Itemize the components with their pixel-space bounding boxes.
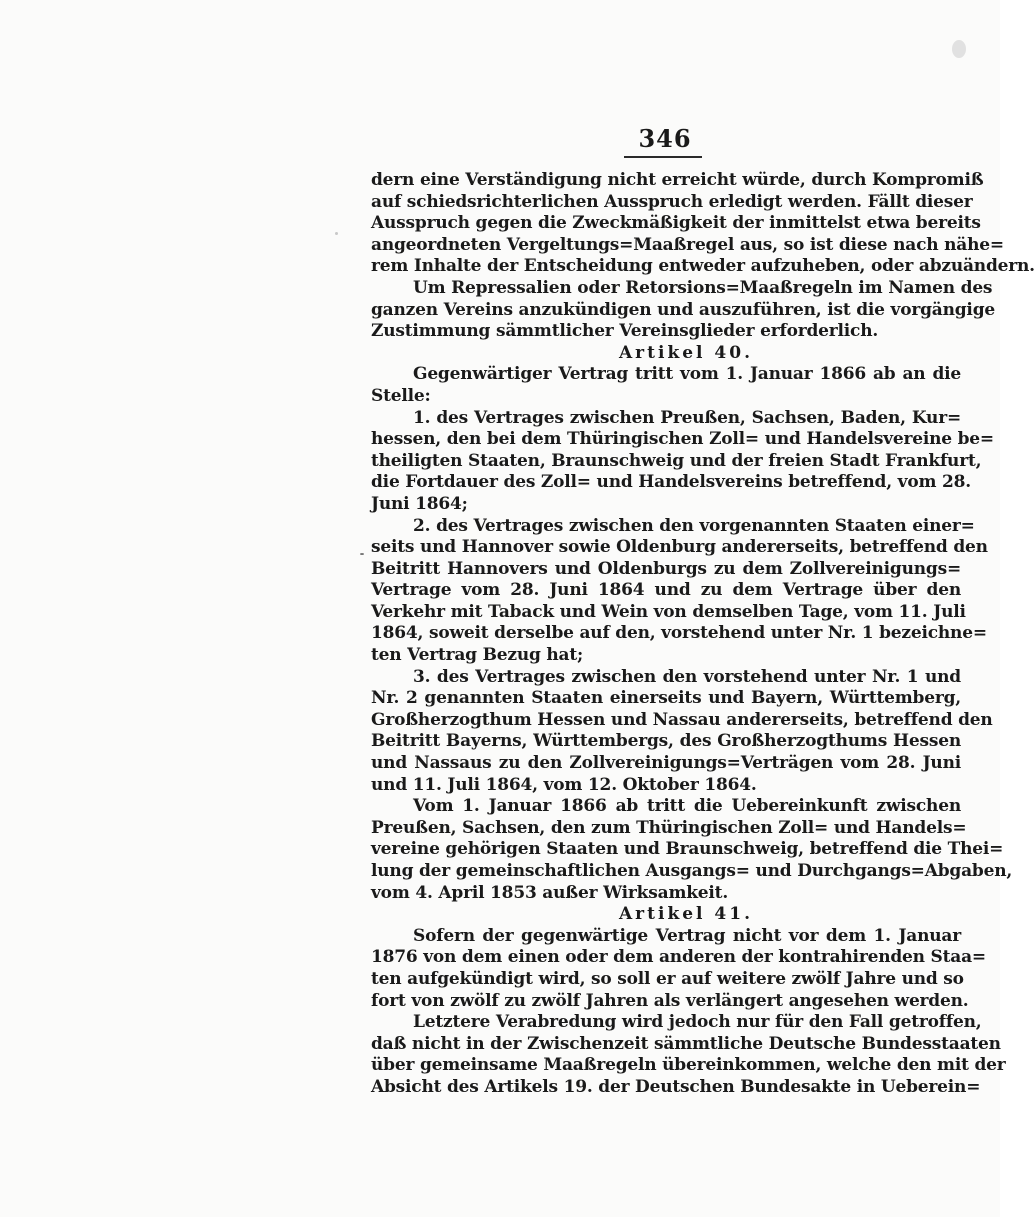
text-line: Beitritt Hannovers und Oldenburgs zu dem Zollvereinigungs= xyxy=(371,558,961,579)
text-line: vom 4. April 1853 außer Wirksamkeit. xyxy=(371,882,729,903)
text-line: daß nicht in der Zwischenzeit sämmtliche Deutsche Bundesstaaten xyxy=(371,1033,1001,1054)
text-line: auf schiedsrichterlichen Ausspruch erledigt werden. Fällt dieser xyxy=(371,191,973,212)
text-line: Ausspruch gegen die Zweckmäßigkeit der inmittelst etwa bereits xyxy=(371,213,981,234)
text-line: über gemeinsame Maaßregeln übereinkommen, welche den mit der xyxy=(371,1055,1006,1076)
text-line: Gegenwärtiger Vertrag tritt vom 1. Januar 1866 ab an die xyxy=(413,364,961,385)
text-line: die Fortdauer des Zoll= und Handelsvereins betreffend, vom 28. xyxy=(371,472,971,493)
body-text xyxy=(371,170,1035,1099)
text-line: Preußen, Sachsen, den zum Thüringischen Zoll= und Handels= xyxy=(371,817,967,838)
text-line: und 11. Juli 1864, vom 12. Oktober 1864. xyxy=(371,774,757,795)
article-heading: Artikel 40. xyxy=(618,342,753,363)
text-line: Juni 1864; xyxy=(371,493,468,514)
scan-speck xyxy=(360,553,364,555)
text-line: Verkehr mit Taback und Wein von demselben Tage, vom 11. Juli xyxy=(371,601,966,622)
page-number-rule xyxy=(624,156,702,158)
text-line: Nr. 2 genannten Staaten einerseits und Bayern, Württemberg, xyxy=(371,688,961,709)
text-line: dern eine Verständigung nicht erreicht würde, durch Kompromiß xyxy=(371,170,984,190)
text-line: 1876 von dem einen oder dem anderen der kontrahirenden Staa= xyxy=(371,947,986,968)
article-heading: Artikel 41. xyxy=(618,904,753,925)
text-line: Großherzogthum Hessen und Nassau andererseits, betreffend den xyxy=(371,709,993,730)
text-line: Absicht des Artikels 19. der Deutschen Bundesakte in Ueberein= xyxy=(371,1076,981,1097)
text-line: rem Inhalte der Entscheidung entweder aufzuheben, oder abzuändern. xyxy=(371,256,1035,277)
scan-speck xyxy=(335,232,338,235)
text-line: Beitritt Bayerns, Württembergs, des Großherzogthums Hessen xyxy=(371,731,961,752)
text-line: angeordneten Vergeltungs=Maaßregel aus, so ist diese nach nähe= xyxy=(371,234,1004,255)
text-line: vereine gehörigen Staaten und Braunschweig, betreffend die Thei= xyxy=(371,839,1004,860)
text-line: seits und Hannover sowie Oldenburg andererseits, betreffend den xyxy=(371,537,988,558)
text-line: Sofern der gegenwärtige Vertrag nicht vor dem 1. Januar xyxy=(413,925,961,946)
text-line: 3. des Vertrages zwischen den vorstehend unter Nr. 1 und xyxy=(413,666,961,687)
page-number: 346 xyxy=(638,124,692,153)
text-line: 1864, soweit derselbe auf den, vorstehend unter Nr. 1 bezeichne= xyxy=(371,623,987,644)
text-line: fort von zwölf zu zwölf Jahren als verlängert angesehen werden. xyxy=(371,990,969,1011)
text-line: Vertrage vom 28. Juni 1864 und zu dem Vertrage über den xyxy=(371,580,961,601)
text-line: ten aufgekündigt wird, so soll er auf weitere zwölf Jahre und so xyxy=(371,968,964,989)
text-line: ganzen Vereins anzukündigen und auszuführen, ist die vorgängige xyxy=(371,299,995,320)
scan-speck xyxy=(952,40,966,58)
text-line: und Nassaus zu den Zollvereinigungs=Verträgen vom 28. Juni xyxy=(371,753,961,774)
text-line: theiligten Staaten, Braunschweig und der freien Stadt Frankfurt, xyxy=(371,450,982,471)
text-line: hessen, den bei dem Thüringischen Zoll= und Handelsvereine be= xyxy=(371,429,994,450)
text-line: Stelle: xyxy=(371,385,431,406)
text-line: Vom 1. Januar 1866 ab tritt die Uebereinkunft zwischen xyxy=(413,796,961,817)
text-line: ten Vertrag Bezug hat; xyxy=(371,645,584,666)
text-line: 1. des Vertrages zwischen Preußen, Sachsen, Baden, Kur= xyxy=(413,407,961,428)
text-line: lung der gemeinschaftlichen Ausgangs= und Durchgangs=Abgaben, xyxy=(371,861,1013,881)
text-line: Um Repressalien oder Retorsions=Maaßregeln im Namen des xyxy=(413,277,993,298)
text-line: Letztere Verabredung wird jedoch nur für den Fall getroffen, xyxy=(413,1012,982,1033)
text-line: Zustimmung sämmtlicher Vereinsglieder erforderlich. xyxy=(371,321,879,342)
text-line: 2. des Vertrages zwischen den vorgenannten Staaten einer= xyxy=(413,515,975,536)
